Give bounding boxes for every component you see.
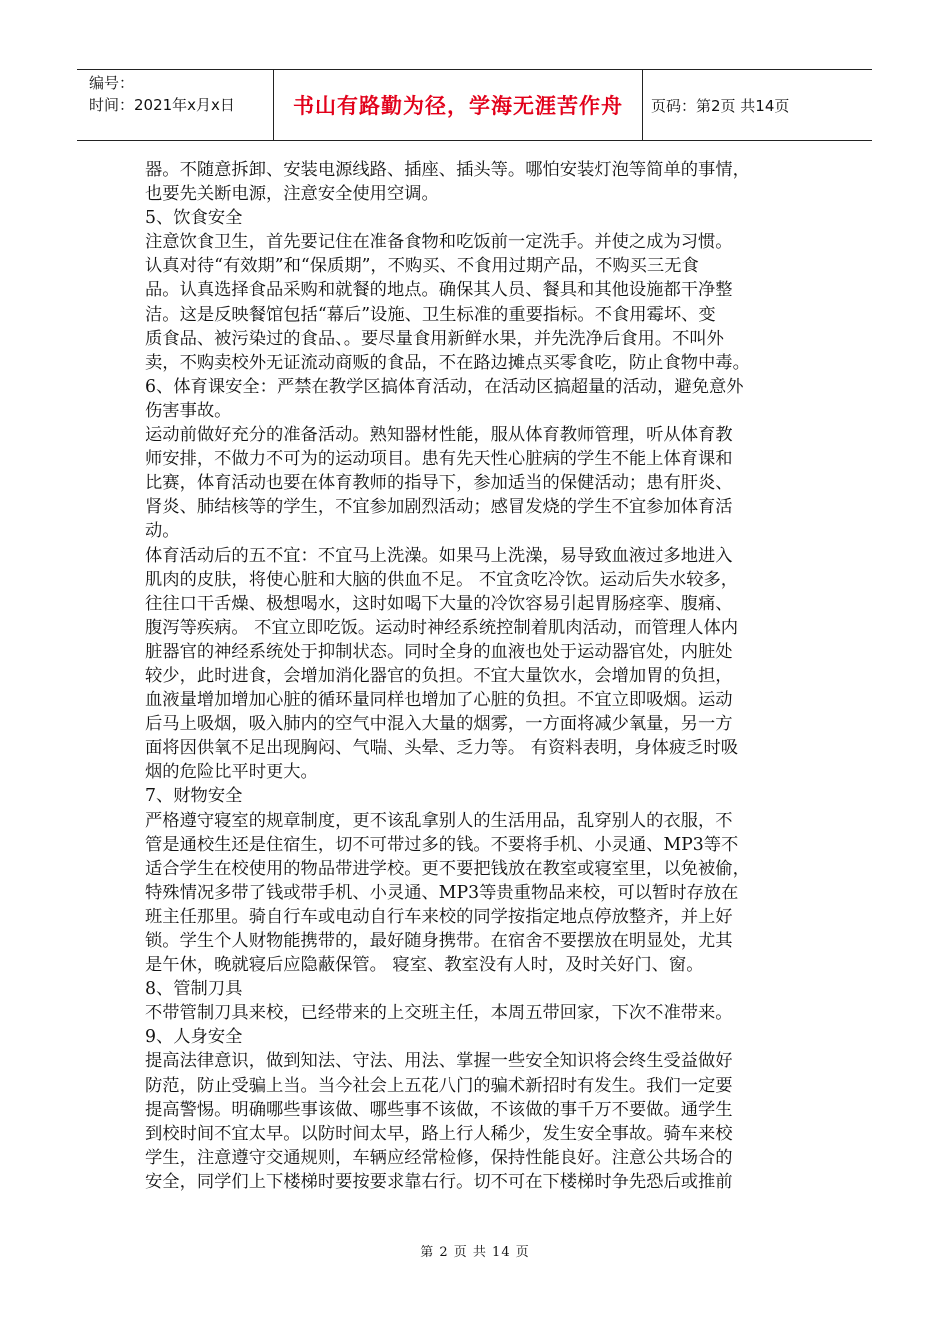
text-line: 锁。学生个人财物能携带的，最好随身携带。在宿舍不要摆放在明显处，尤其 bbox=[145, 931, 733, 951]
document-body bbox=[145, 158, 810, 1194]
text-line: 适合学生在校使用的物品带进学校。更不要把钱放在教室或寝室里，以免被偷， bbox=[145, 858, 750, 879]
page-header bbox=[77, 69, 872, 141]
text-line: 也要先关断电源，注意安全使用空调。 bbox=[145, 184, 439, 205]
doc-number-label: 编号： bbox=[89, 74, 135, 92]
text-line: 到校时间不宜太早。以防时间太早，路上行人稀少，发生安全事故。骑车来校 bbox=[145, 1123, 733, 1144]
text-line: 认真对待“有效期”和“保质期”，不购买、不食用过期产品，不购买三无食 bbox=[145, 256, 699, 277]
text-line: 品。认真选择食品采购和就餐的地点。确保其人员、餐具和其他设施都干净整 bbox=[145, 280, 733, 301]
doc-time: 时间：2021年x月x日 bbox=[89, 96, 235, 114]
text-line: 特殊情况多带了钱或带手机、小灵通、MP3等贵重物品来校，可以暂时存放在 bbox=[145, 882, 739, 903]
text-line: 动。 bbox=[145, 521, 180, 542]
text-line: 9、人身安全 bbox=[145, 1027, 243, 1048]
text-line: 注意饮食卫生，首先要记住在准备食物和吃饭前一定洗手。并使之成为习惯。 bbox=[145, 232, 733, 253]
text-line: 运动前做好充分的准备活动。熟知器材性能，服从体育教师管理，听从体育教 bbox=[145, 425, 733, 446]
text-line: 脏器官的神经系统处于抑制状态。同时全身的血液也处于运动器官处，内脏处 bbox=[145, 641, 733, 662]
text-line: 7、财物安全 bbox=[145, 786, 243, 807]
text-line: 提高法律意识，做到知法、守法、用法、掌握一些安全知识将会终生受益做好 bbox=[145, 1051, 733, 1072]
text-line: 腹泻等疾病。 不宜立即吃饭。运动时神经系统控制着肌肉活动，而管理人体内 bbox=[145, 617, 739, 638]
text-line: 提高警惕。明确哪些事该做、哪些事不该做，不该做的事千万不要做。通学生 bbox=[145, 1099, 733, 1120]
text-line: 洁。这是反映餐馆包括“幕后”设施、卫生标准的重要指标。不食用霉坏、变 bbox=[145, 304, 716, 325]
text-line: 往往口干舌燥、极想喝水，这时如喝下大量的冷饮容易引起胃肠痉挛、腹痛、 bbox=[145, 593, 733, 614]
text-line: 6、体育课安全：严禁在教学区搞体育活动，在活动区搞超量的活动，避免意外 bbox=[145, 376, 744, 397]
text-line: 烟的危险比平时更大。 bbox=[145, 762, 318, 783]
text-line: 安全，同学们上下楼梯时要按要求靠右行。切不可在下楼梯时争先恐后或推前 bbox=[145, 1171, 733, 1192]
text-line: 师安排，不做力不可为的运动项目。患有先天性心脏病的学生不能上体育课和 bbox=[145, 449, 733, 470]
text-line: 肾炎、肺结核等的学生，不宜参加剧烈活动；感冒发烧的学生不宜参加体育活 bbox=[145, 497, 733, 518]
text-line: 严格遵守寝室的规章制度，更不该乱拿别人的生活用品，乱穿别人的衣服，不 bbox=[145, 810, 733, 831]
text-line: 较少，此时进食，会增加消化器官的负担。不宜大量饮水，会增加胃的负担， bbox=[145, 665, 733, 686]
text-line: 防范，防止受骗上当。当今社会上五花八门的骗术新招时有发生。我们一定要 bbox=[145, 1075, 733, 1096]
text-line: 管是通校生还是住宿生，切不可带过多的钱。不要将手机、小灵通、MP3等不 bbox=[145, 834, 739, 855]
text-line: 肌肉的皮肤，将使心脏和大脑的供血不足。 不宜贪吃冷饮。运动后失水较多， bbox=[145, 569, 739, 590]
text-line: 8、管制刀具 bbox=[145, 979, 243, 1000]
text-line: 器。不随意拆卸、安装电源线路、插座、插头等。哪怕安装灯泡等简单的事情， bbox=[145, 160, 750, 180]
text-line: 体育活动后的五不宜：不宜马上洗澡。如果马上洗澡，易导致血液过多地进入 bbox=[145, 545, 733, 566]
text-line: 比赛，体育活动也要在体育教师的指导下，参加适当的保健活动；患有肝炎、 bbox=[145, 473, 733, 494]
text-line: 卖，不购卖校外无证流动商贩的食品，不在路边摊点买零食吃，防止食物中毒。 bbox=[145, 352, 750, 373]
header-page-info: 页码：第2页 共14页 bbox=[651, 96, 790, 115]
text-line: 不带管制刀具来校，已经带来的上交班主任，本周五带回家，下次不准带来。 bbox=[145, 1003, 733, 1024]
text-line: 伤害事故。 bbox=[145, 400, 232, 421]
header-motto: 书山有路勤为径，学海无涯苦作舟 bbox=[293, 94, 623, 118]
text-line: 5、饮食安全 bbox=[145, 208, 243, 229]
header-meta bbox=[77, 70, 273, 140]
text-line: 班主任那里。骑自行车或电动自行车来校的同学按指定地点停放整齐，并上好 bbox=[145, 906, 733, 927]
text-line: 面将因供氧不足出现胸闷、气喘、头晕、乏力等。 有资料表明，身体疲乏时吸 bbox=[145, 738, 739, 759]
text-line: 质食品、被污染过的食品、。要尽量食用新鲜水果，并先洗净后食用。不叫外 bbox=[145, 328, 724, 349]
text-line: 后马上吸烟，吸入肺内的空气中混入大量的烟雾，一方面将减少氧量，另一方 bbox=[145, 714, 733, 735]
text-line: 是午休，晚就寝后应隐蔽保管。 寝室、教室没有人时，及时关好门、窗。 bbox=[145, 955, 704, 976]
header-motto-cell bbox=[273, 70, 643, 140]
text-line: 血液量增加增加心脏的循环量同样也增加了心脏的负担。不宜立即吸烟。运动 bbox=[145, 690, 733, 711]
page-footer: 第 2 页 共 14 页 bbox=[420, 1245, 530, 1260]
text-line: 学生，注意遵守交通规则，车辆应经常检修，保持性能良好。注意公共场合的 bbox=[145, 1147, 733, 1168]
